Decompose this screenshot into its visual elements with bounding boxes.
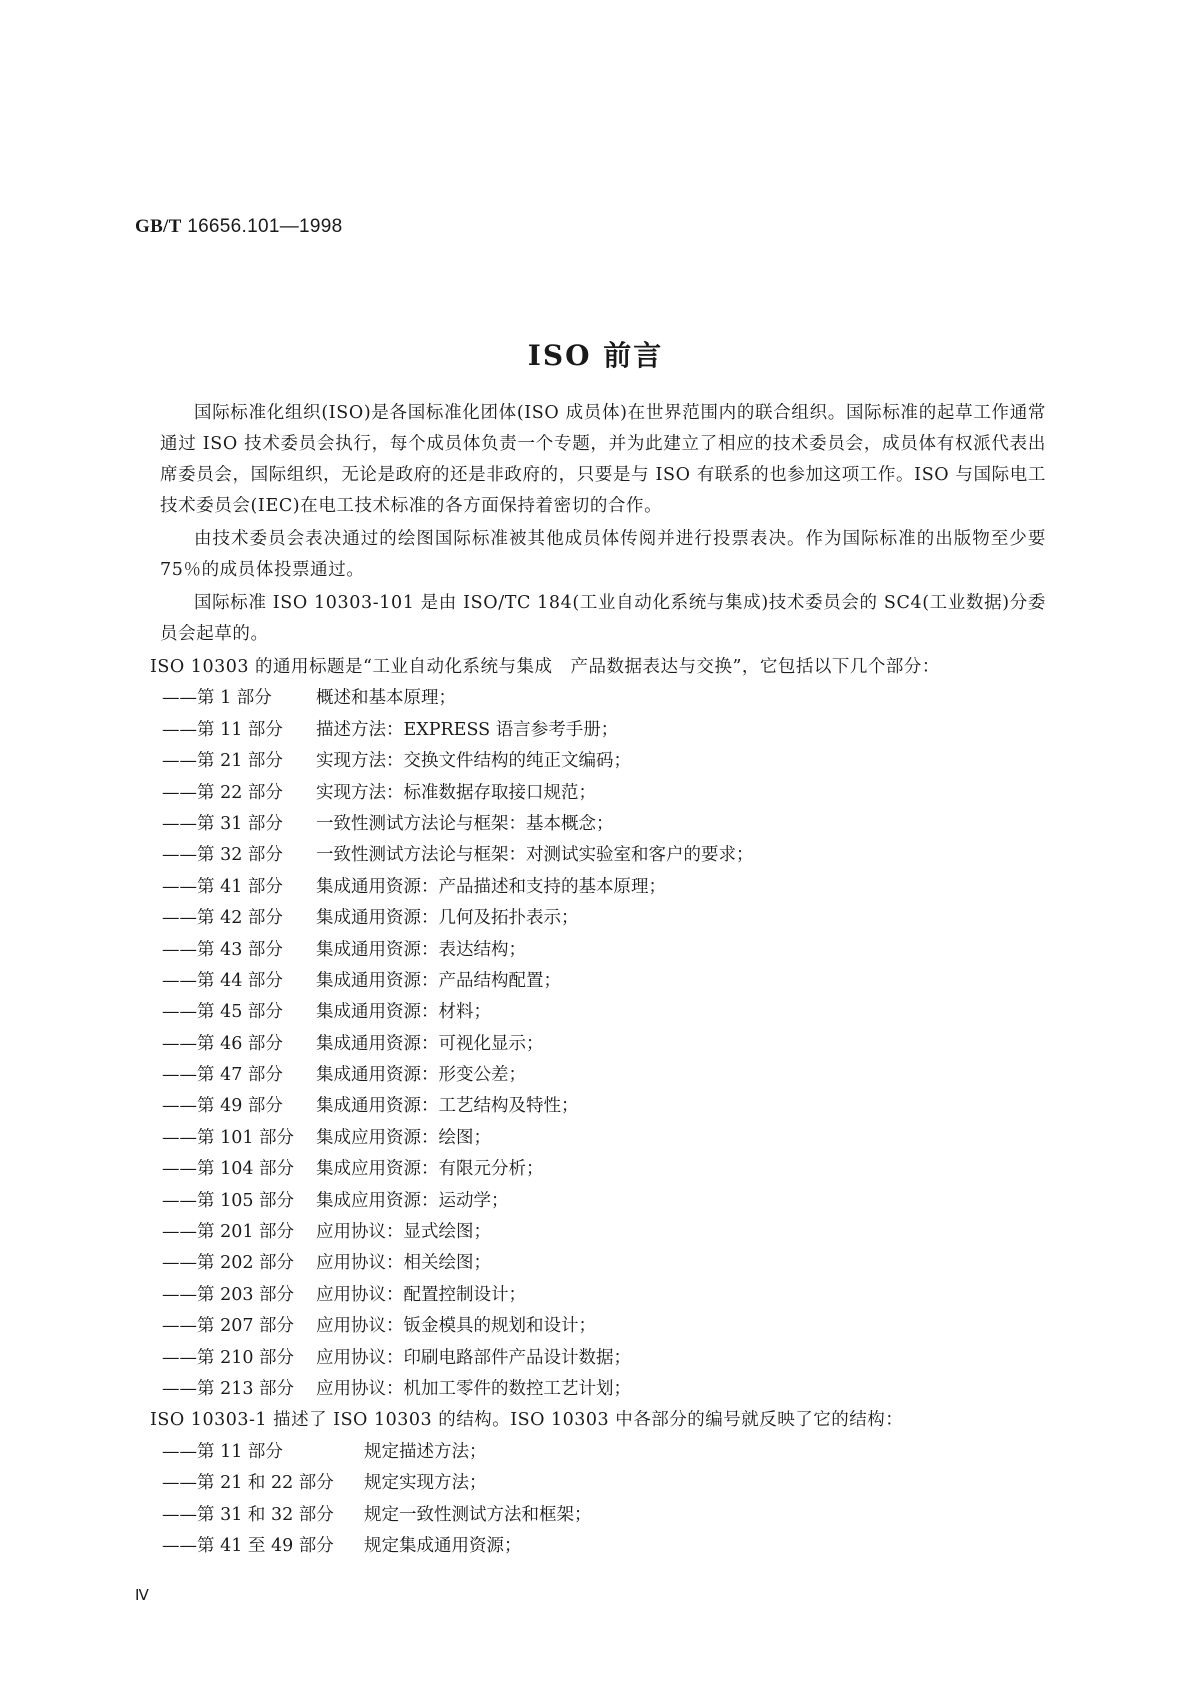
list-item — [162, 1091, 1046, 1122]
part-description: 一致性测试方法论与框架：基本概念； — [316, 813, 614, 834]
part-number: ——第 101 部分 — [162, 1127, 295, 1148]
standard-number: 16656.101—1998 — [187, 216, 343, 237]
part-description: 应用协议：相关绘图； — [316, 1253, 491, 1274]
part-description: 规定描述方法； — [364, 1441, 487, 1462]
paragraph-intro: 国际标准化组织(ISO)是各国标准化团体(ISO 成员体)在世界范围内的联合组织。国际标准的起草工作通常通过 ISO 技术委员会执行，每个成员体负责一个专题，并为此建立了相应的技术委员会，成员体有权派代表出席委员会，国际组织，无论是政府的还是非政府的，只要是与 ISO 有联系的也参加这项工作。ISO 与国际电工技术委员会(IEC)在电工技术标准的各方面保持着密切的合作。 — [160, 403, 1046, 516]
list-item — [162, 1280, 1046, 1311]
part-description: 应用协议：钣金模具的规划和设计； — [316, 1316, 596, 1337]
part-description: 描述方法：EXPRESS 语言参考手册； — [316, 719, 619, 740]
list-item — [162, 1468, 1046, 1499]
part-number: ——第 210 部分 — [162, 1347, 295, 1368]
part-number: ——第 22 部分 — [162, 782, 283, 803]
part-description: 集成通用资源：产品结构配置； — [316, 970, 561, 991]
part-number: ——第 11 部分 — [162, 719, 283, 740]
part-description: 实现方法：标准数据存取接口规范； — [316, 782, 596, 803]
part-description: 应用协议：显式绘图； — [316, 1222, 491, 1243]
page-title: ISO 前言 — [527, 339, 664, 372]
part-description: 规定实现方法； — [364, 1473, 487, 1494]
part-number: ——第 47 部分 — [162, 1065, 283, 1086]
list-item — [162, 1343, 1046, 1374]
part-description: 集成通用资源：可视化显示； — [316, 1033, 544, 1054]
list-item — [162, 1500, 1046, 1531]
part-description: 实现方法：交换文件结构的纯正文编码； — [316, 751, 631, 772]
list-item — [162, 903, 1046, 934]
part-number: ——第 104 部分 — [162, 1159, 295, 1180]
part-number: ——第 105 部分 — [162, 1190, 295, 1211]
paragraph-voting: 由技术委员会表决通过的绘图国际标准被其他成员体传阅并进行投票表决。作为国际标准的出版物至少要 75％的成员体投票通过。 — [160, 529, 1046, 580]
list-item — [162, 1437, 1046, 1468]
list-item — [162, 966, 1046, 997]
part-number: ——第 201 部分 — [162, 1222, 295, 1243]
parts-intro: ISO 10303 的通用标题是“工业自动化系统与集成 产品数据表达与交换”，它包括以下几个部分： — [150, 657, 940, 677]
standard-prefix: GB/T — [135, 216, 182, 237]
part-description: 一致性测试方法论与框架：对测试实验室和客户的要求； — [316, 845, 754, 866]
part-description: 应用协议：机加工零件的数控工艺计划； — [316, 1378, 631, 1399]
part-description: 集成通用资源：几何及拓扑表示； — [316, 908, 579, 929]
list-item — [162, 1029, 1046, 1060]
part-number: ——第 202 部分 — [162, 1253, 295, 1274]
list-item — [162, 872, 1046, 903]
part-description: 规定一致性测试方法和框架； — [364, 1504, 592, 1525]
part-number: ——第 203 部分 — [162, 1284, 295, 1305]
part-description: 概述和基本原理； — [316, 688, 456, 709]
part-number: ——第 32 部分 — [162, 845, 283, 866]
part-description: 应用协议：配置控制设计； — [316, 1284, 526, 1305]
list-item — [162, 683, 1046, 714]
list-item — [162, 715, 1046, 746]
part-number: ——第 31 和 32 部分 — [162, 1504, 334, 1525]
part-description: 集成应用资源：运动学； — [316, 1190, 509, 1211]
list-item — [162, 1123, 1046, 1154]
part-description: 集成通用资源：形变公差； — [316, 1065, 526, 1086]
part-number: ——第 44 部分 — [162, 970, 283, 991]
part-description: 集成通用资源：工艺结构及特性； — [316, 1096, 579, 1117]
part-description: 集成应用资源：绘图； — [316, 1127, 491, 1148]
structure-intro: ISO 10303-1 描述了 ISO 10303 的结构。ISO 10303 中各部分的编号就反映了它的结构： — [150, 1410, 904, 1431]
page-number: Ⅳ — [135, 1588, 149, 1604]
list-item — [162, 1248, 1046, 1279]
part-number: ——第 41 部分 — [162, 876, 283, 897]
part-description: 集成通用资源：表达结构； — [316, 939, 526, 960]
part-number: ——第 213 部分 — [162, 1378, 295, 1399]
structure-list — [160, 1437, 1046, 1563]
list-item — [162, 997, 1046, 1028]
part-number: ——第 21 和 22 部分 — [162, 1473, 334, 1494]
list-item — [162, 1186, 1046, 1217]
list-item — [162, 840, 1046, 871]
paragraph-drafting: 国际标准 ISO 10303-101 是由 ISO/TC 184(工业自动化系统与集成)技术委员会的 SC4(工业数据)分委员会起草的。 — [160, 593, 1046, 644]
part-description: 集成应用资源：有限元分析； — [316, 1159, 544, 1180]
list-item — [162, 1154, 1046, 1185]
part-number: ——第 41 至 49 部分 — [162, 1535, 334, 1556]
part-description: 应用协议：印刷电路部件产品设计数据； — [316, 1347, 631, 1368]
list-item — [162, 746, 1046, 777]
part-number: ——第 207 部分 — [162, 1316, 295, 1337]
list-item — [162, 778, 1046, 809]
part-number: ——第 45 部分 — [162, 1002, 283, 1023]
list-item — [162, 1374, 1046, 1405]
part-number: ——第 49 部分 — [162, 1096, 283, 1117]
part-description: 集成通用资源：材料； — [316, 1002, 491, 1023]
part-number: ——第 42 部分 — [162, 908, 283, 929]
list-item — [162, 1060, 1046, 1091]
part-number: ——第 31 部分 — [162, 813, 283, 834]
part-number: ——第 46 部分 — [162, 1033, 283, 1054]
standard-code — [135, 216, 343, 238]
document-body — [150, 398, 1046, 1562]
list-item — [162, 1531, 1046, 1562]
list-item — [162, 935, 1046, 966]
part-number: ——第 11 部分 — [162, 1441, 283, 1462]
part-description: 规定集成通用资源； — [364, 1535, 522, 1556]
part-number: ——第 43 部分 — [162, 939, 283, 960]
part-number: ——第 1 部分 — [162, 688, 272, 709]
list-item — [162, 809, 1046, 840]
list-item — [162, 1217, 1046, 1248]
list-item — [162, 1311, 1046, 1342]
part-number: ——第 21 部分 — [162, 751, 283, 772]
part-description: 集成通用资源：产品描述和支持的基本原理； — [316, 876, 666, 897]
parts-list — [160, 683, 1046, 1405]
